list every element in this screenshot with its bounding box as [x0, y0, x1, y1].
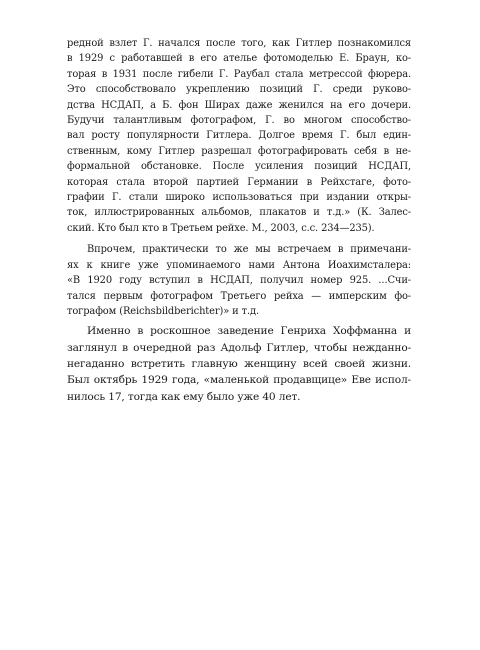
- text-line: ях к книге уже упоминаемого нами Антона Иоахимсталера:: [67, 259, 411, 271]
- text-line: Будучи талантливым фотографом, Г. во многом способство-: [67, 115, 411, 127]
- text-line: ток, иллюстрированных альбомов, плакатов и т.д.» (К. Залес-: [67, 207, 411, 219]
- text-line: которая стала второй партией Германии в Рейхстаге, фото-: [67, 176, 411, 188]
- text-line: редной взлет Г. начался после того, как Гитлер познакомился: [67, 38, 411, 49]
- text-line: формальной обстановке. После усиления позиций НСДАП,: [67, 161, 411, 173]
- text-line: Был октябрь 1929 года, «маленькой продавщице» Еве испол-: [67, 374, 411, 387]
- text-line: графии Г. стали широко использоваться при издании откры-: [67, 192, 411, 204]
- text-line: ский. Кто был кто в Третьем рейхе. М., 2003, с.с. 234—235).: [67, 222, 375, 234]
- text-line: Впрочем, практически то же мы встречаем в примечани-: [87, 244, 411, 256]
- text-line: торая в 1931 после гибели Г. Раубал стала метрессой фюрера.: [67, 68, 411, 80]
- body-paragraph: [67, 323, 411, 404]
- text-line: в 1929 с работавшей в его ателье фотомоделью Е. Браун, ко-: [67, 53, 411, 65]
- text-line: нилось 17, тогда как ему было уже 40 лет.: [67, 390, 301, 403]
- text-line: тографом (Reichsbildberichter)» и т.д.: [67, 305, 259, 317]
- text-line: ственным, кому Гитлер разрешал фотографировать себя в не-: [67, 145, 411, 157]
- text-line: Это способствовало укреплению позиций Г. среди руково-: [67, 84, 411, 96]
- page-text: [67, 36, 411, 405]
- text-line: тался первым фотографом Третьего рейха — имперским фо-: [67, 290, 411, 302]
- footnote-paragraph-2: [67, 242, 411, 319]
- text-line: Именно в роскошное заведение Генриха Хоффманна и: [87, 325, 411, 338]
- text-line: вал росту популярности Гитлера. Долгое время Г. был един-: [67, 130, 411, 142]
- footnote-paragraph-1: [67, 36, 411, 236]
- text-line: заглянул в очередной раз Адольф Гитлер, чтобы нежданно-: [67, 341, 411, 354]
- text-line: негаданно встретить главную женщину всей своей жизни.: [67, 357, 411, 370]
- text-line: «В 1920 году вступил в НСДАП, получил номер 925. ...Счи-: [67, 275, 411, 287]
- text-line: дства НСДАП, а Б. фон Ширах даже женился на его дочери.: [67, 99, 411, 111]
